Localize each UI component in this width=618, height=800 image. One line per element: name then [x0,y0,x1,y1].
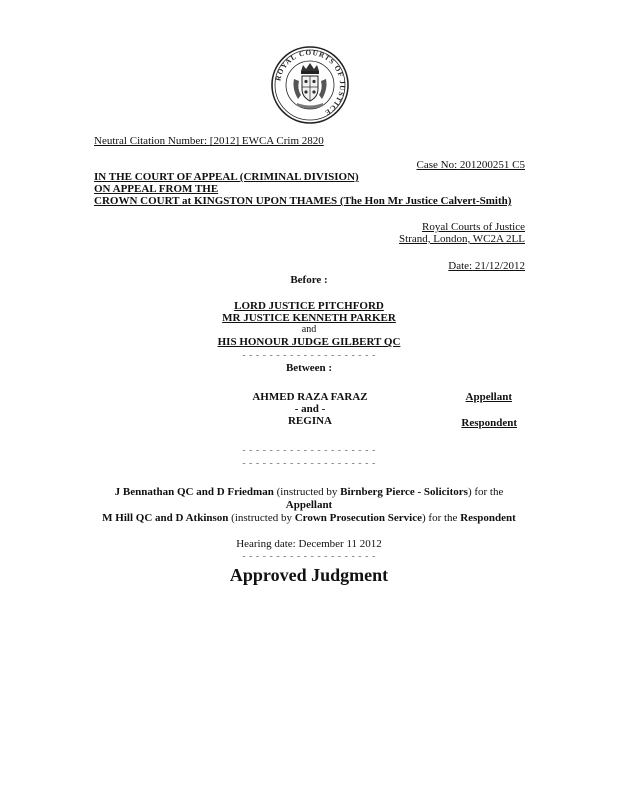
judge-1: LORD JUSTICE PITCHFORD [234,300,384,312]
appellant-name: AHMED RAZA FARAZ [252,391,368,403]
court-line-3: CROWN COURT at KINGSTON UPON THAMES (The Hon Mr Justice Calvert-Smith) [94,195,512,207]
counsel-line-2: Appellant [285,499,333,511]
seal-ring-text: ROYAL COURTS OF JUSTICE [274,48,347,117]
separator-4: - - - - - - - - - - - - - - - - - - - - [242,551,376,562]
appellant-role: Appellant [465,391,512,403]
neutral-citation [94,135,324,147]
respondent-role: Respondent [461,417,517,429]
court-line-2: ON APPEAL FROM THE [94,183,219,195]
respondent-solicitors: Crown Prosecution Service [294,512,422,524]
judgment-date [448,260,525,272]
instructed-by-1: (instructed by [273,486,341,498]
case-no-value: 201200251 C5 [459,159,525,171]
counsel-line-3 [0,512,618,524]
judge-3: HIS HONOUR JUDGE GILBERT QC [217,336,401,348]
address-line-2: Strand, London, WC2A 2LL [399,233,525,245]
royal-coat-of-arms-seal-icon [270,45,350,125]
case-no-label: Case No: [416,159,458,171]
respondent-counsel: M Hill QC and D Atkinson [102,512,229,524]
document-title: Approved Judgment [229,565,389,585]
hearing-label: Hearing date: [236,538,296,550]
respondent-role-counsel: Respondent [460,512,516,524]
parties-and: - and - [294,403,326,415]
appellant-solicitors: Birnberg Pierce - Solicitors [340,486,468,498]
separator-2: - - - - - - - - - - - - - - - - - - - - [242,445,376,456]
between-label: Between : [285,362,333,374]
instructed-by-2: (instructed by [228,512,295,524]
respondent-name: REGINA [287,415,332,427]
hearing-date [0,538,618,550]
citation-label: Neutral Citation Number: [94,135,208,147]
judges-conjunction: and [301,324,317,335]
separator-3: - - - - - - - - - - - - - - - - - - - - [242,458,376,469]
case-number [417,159,525,171]
court-line-1: IN THE COURT OF APPEAL (CRIMINAL DIVISION) [94,171,359,183]
date-value: 21/12/2012 [474,260,525,272]
separator-1: - - - - - - - - - - - - - - - - - - - - [242,350,376,361]
citation-value: [2012] EWCA Crim 2820 [209,135,324,147]
appellant-counsel: J Bennathan QC and D Friedman [114,486,274,498]
for-the-2: ) for the [422,512,461,524]
hearing-value: December 11 2012 [298,538,382,550]
address-line-1: Royal Courts of Justice [422,221,525,233]
before-label: Before : [290,274,328,286]
judge-2: MR JUSTICE KENNETH PARKER [222,312,396,324]
date-label: Date: [448,260,473,272]
for-the-1: ) for the [467,486,504,498]
counsel-line-1 [0,486,618,498]
